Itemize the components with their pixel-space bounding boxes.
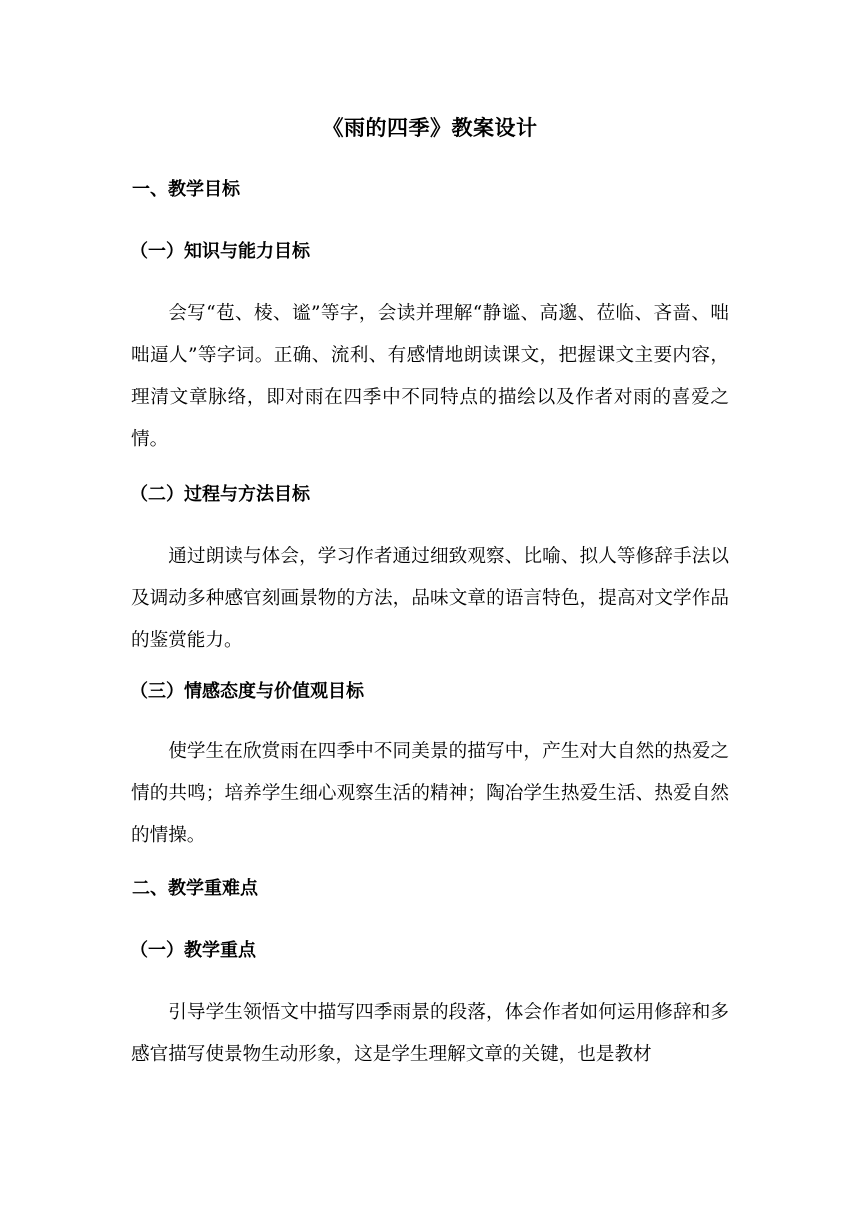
- section-heading-key-difficult-points: 二、教学重难点: [132, 878, 258, 899]
- subheading-process-method: （二）过程与方法目标: [130, 484, 310, 505]
- document-title: 《雨的四季》教案设计: [322, 115, 538, 140]
- section-heading-teaching-goals: 一、教学目标: [132, 179, 240, 200]
- paragraph-teaching-focus: 引导学生领悟文中描写四季雨景的段落，体会作者如何运用修辞和多感官描写使景物生动形象，这是学生理解文章的关键，也是教材: [131, 1002, 729, 1065]
- paragraph-process-method: 通过朗读与体会，学习作者通过细致观察、比喻、拟人等修辞手法以及调动多种感官刻画景物的方法，品味文章的语言特色，提高对文学作品的鉴赏能力。: [131, 546, 729, 651]
- subheading-teaching-focus: （一）教学重点: [130, 940, 256, 961]
- paragraph-emotion-values: 使学生在欣赏雨在四季中不同美景的描写中，产生对大自然的热爱之情的共鸣；培养学生细心观察生活的精神；陶冶学生热爱生活、热爱自然的情操。: [131, 741, 729, 846]
- subheading-knowledge-ability: （一）知识与能力目标: [130, 241, 310, 262]
- subheading-emotion-values: （三）情感态度与价值观目标: [130, 681, 364, 702]
- paragraph-knowledge-ability: 会写“苞、棱、谧”等字，会读并理解“静谧、高邈、莅临、吝啬、咄咄逼人”等字词。正确、流利、有感情地朗读课文，把握课文主要内容，理清文章脉络，即对雨在四季中不同特点的描绘以及作者对雨的喜爱之情。: [131, 303, 729, 450]
